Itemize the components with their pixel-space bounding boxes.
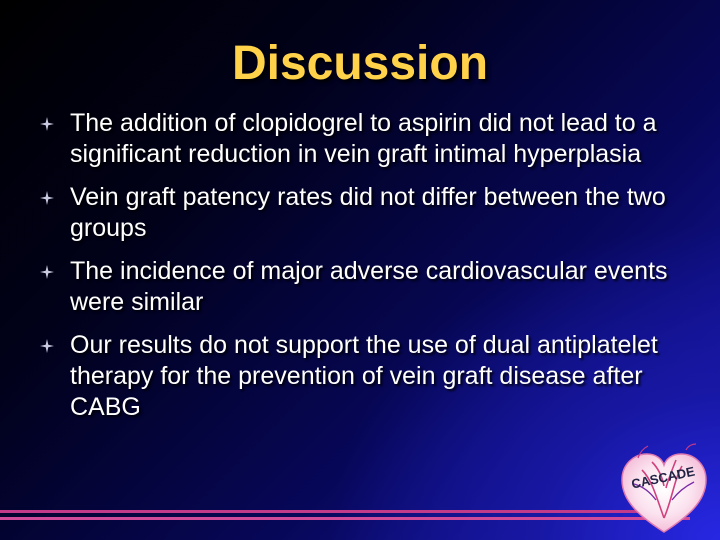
four-point-star-icon <box>40 265 54 279</box>
slide-title: Discussion <box>231 37 489 90</box>
bullet-text: The incidence of major adverse cardiovascular events were similar <box>70 257 668 316</box>
bullet-item <box>40 108 685 170</box>
bullet-item <box>40 256 685 318</box>
accent-line-top <box>0 510 690 513</box>
bullet-text: Vein graft patency rates did not differ between the two groups <box>70 183 666 242</box>
accent-line-bottom <box>0 517 690 520</box>
four-point-star-icon <box>40 117 54 131</box>
bullet-list <box>40 108 685 435</box>
bullet-text: Our results do not support the use of dual antiplatelet therapy for the prevention of vein graft disease after CABG <box>70 331 658 421</box>
bullet-text: The addition of clopidogrel to aspirin did not lead to a significant reduction in vein graft intimal hyperplasia <box>70 109 657 168</box>
logo-text: CASCADE <box>630 463 697 492</box>
four-point-star-icon <box>40 191 54 205</box>
bullet-item <box>40 182 685 244</box>
bullet-item <box>40 330 685 423</box>
four-point-star-icon <box>40 339 54 353</box>
heart-logo-icon <box>612 440 716 536</box>
